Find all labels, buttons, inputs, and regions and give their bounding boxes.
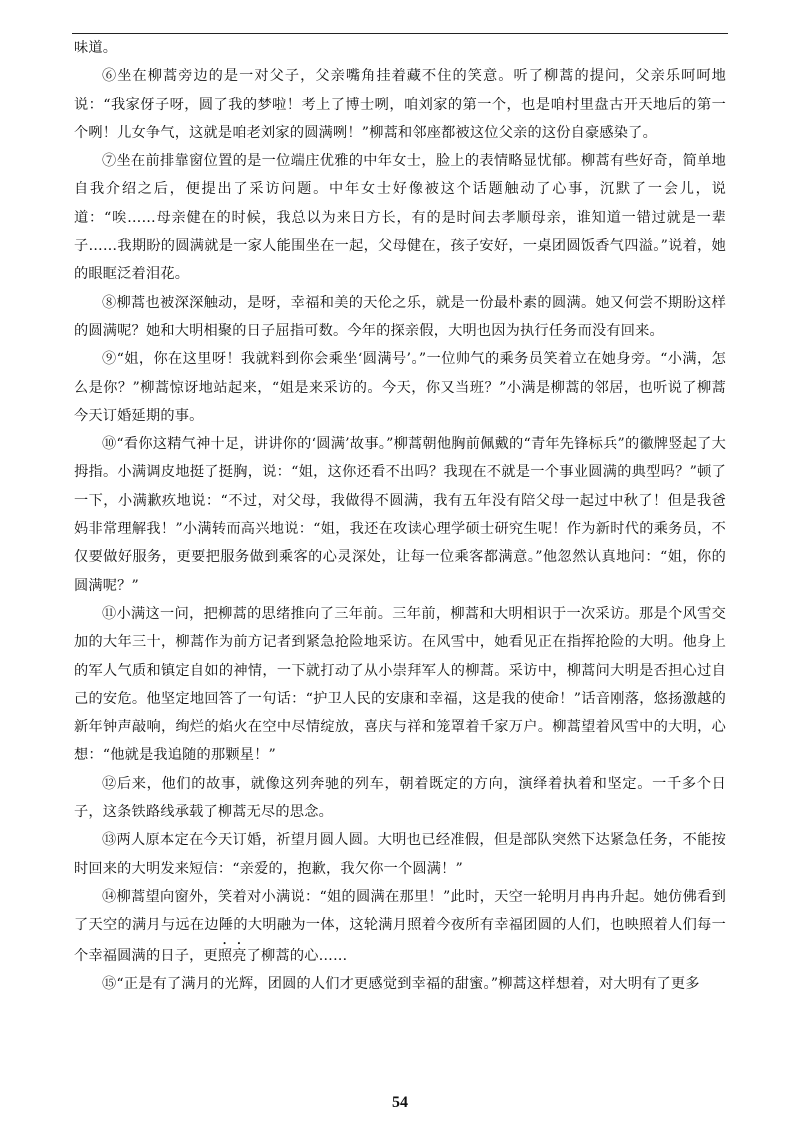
- emphasized-word: 照亮: [217, 947, 247, 964]
- paragraph-6: ⑥坐在柳蒿旁边的是一对父子，父亲嘴角挂着藏不住的笑意。听了柳蒿的提问，父亲乐呵呵地说：“我家伢子呀，圆了我的梦啦！考上了博士咧，咱刘家的第一个，也是咱村里盘古开天地后的第一个咧！儿女争气，这就是咱老刘家的圆满咧！”柳蒿和邻座都被这位父亲的这份自豪感染了。: [74, 68, 726, 141]
- document-body: [74, 34, 726, 998]
- page-number: 54: [392, 1094, 408, 1111]
- paragraph-14-end: 了柳蒿的心……: [246, 947, 348, 964]
- paragraph-10: ⑩“看你这精气神十足，讲讲你的‘圆满’故事。”柳蒿朝他胸前佩戴的“青年先锋标兵”的徽牌竖起了大拇指。小满调皮地挺了挺胸，说：“姐，这你还看不出吗？我现在不就是一个事业圆满的典型吗？”顿了一下，小满歉疚地说：“不过，对父母，我做得不圆满，我有五年没有陪父母一起过中秋了！但是我爸妈非常理解我！”小满转而高兴地说：“姐，我还在攻读心理学硕士研究生呢！作为新时代的乘务员，不仅要做好服务，更要把服务做到乘客的心灵深处，让每一位乘客都满意。”他忽然认真地问：“姐，你的圆满呢？”: [74, 436, 726, 594]
- paragraph-15: ⑮“正是有了满月的光辉，团圆的人们才更感觉到幸福的甜蜜。”柳蒿这样想着，对大明有了更多: [102, 975, 700, 992]
- paragraph-14: [74, 883, 726, 970]
- paragraph-11: ⑪小满这一问，把柳蒿的思绪推向了三年前。三年前，柳蒿和大明相识于一次采访。那是个风雪交加的大年三十，柳蒿作为前方记者到紧急抢险地采访。在风雪中，她看见正在指挥抢险的大明。他身上的军人气质和镇定自如的神情，一下就打动了从小崇拜军人的柳蒿。采访中，柳蒿问大明是否担心过自己的安危。他坚定地回答了一句话：“护卫人民的安康和幸福，这是我的使命！”话音刚落，悠扬激越的新年钟声敲响，绚烂的焰火在空中尽情绽放，喜庆与祥和笼罩着千家万户。柳蒿望着风雪中的大明，心想：“他就是我追随的那颗星！”: [74, 605, 726, 764]
- paragraph-13: ⑬两人原本定在今天订婚，祈望月圆人圆。大明也已经准假，但是部队突然下达紧急任务，不能按时回来的大明发来短信：“亲爱的，抱歉，我欠你一个圆满！”: [74, 832, 726, 877]
- paragraph-8: ⑧柳蒿也被深深触动，是呀，幸福和美的天伦之乐，就是一份最朴素的圆满。她又何尝不期盼这样的圆满呢？她和大明相聚的日子屈指可数。今年的探亲假，大明也因为执行任务而没有回来。: [74, 294, 726, 339]
- paragraph-14-text: ⑭柳蒿望向窗外，笑着对小满说：“姐的圆满在那里！”此时，天空一轮明月冉冉升起。她仿佛看到了天空的满月与远在边陲的大明融为一体，这轮满月照着今夜所有幸福团圆的人们，也映照着人们每一个幸福圆满的日子，更: [74, 888, 726, 964]
- paragraph-9: ⑨“姐，你在这里呀！我就料到你会乘坐‘圆满号’。”一位帅气的乘务员笑着立在她身旁。“小满，怎么是你？”柳蒿惊讶地站起来，“姐是来采访的。今天，你又当班？”小满是柳蒿的邻居，也听说了柳蒿今天订婚延期的事。: [74, 351, 726, 424]
- paragraph-7: ⑦坐在前排靠窗位置的是一位端庄优雅的中年女士，脸上的表情略显忧郁。柳蒿有些好奇，简单地自我介绍之后，便提出了采访问题。中年女士好像被这个话题触动了心事，沉默了一会儿，说道：“唉……母亲健在的时候，我总以为来日方长，有的是时间去孝顺母亲，谁知道一错过就是一辈子……我期盼的圆满就是一家人能围坐在一起，父母健在，孩子安好，一桌团圆饭香气四溢。”说着，她的眼眶泛着泪花。: [74, 153, 726, 283]
- paragraph-continuation: 味道。: [74, 40, 118, 56]
- paragraph-12: ⑫后来，他们的故事，就像这列奔驰的列车，朝着既定的方向，演绎着执着和坚定。一千多个日子，这条铁路线承载了柳蒿无尽的思念。: [74, 775, 726, 821]
